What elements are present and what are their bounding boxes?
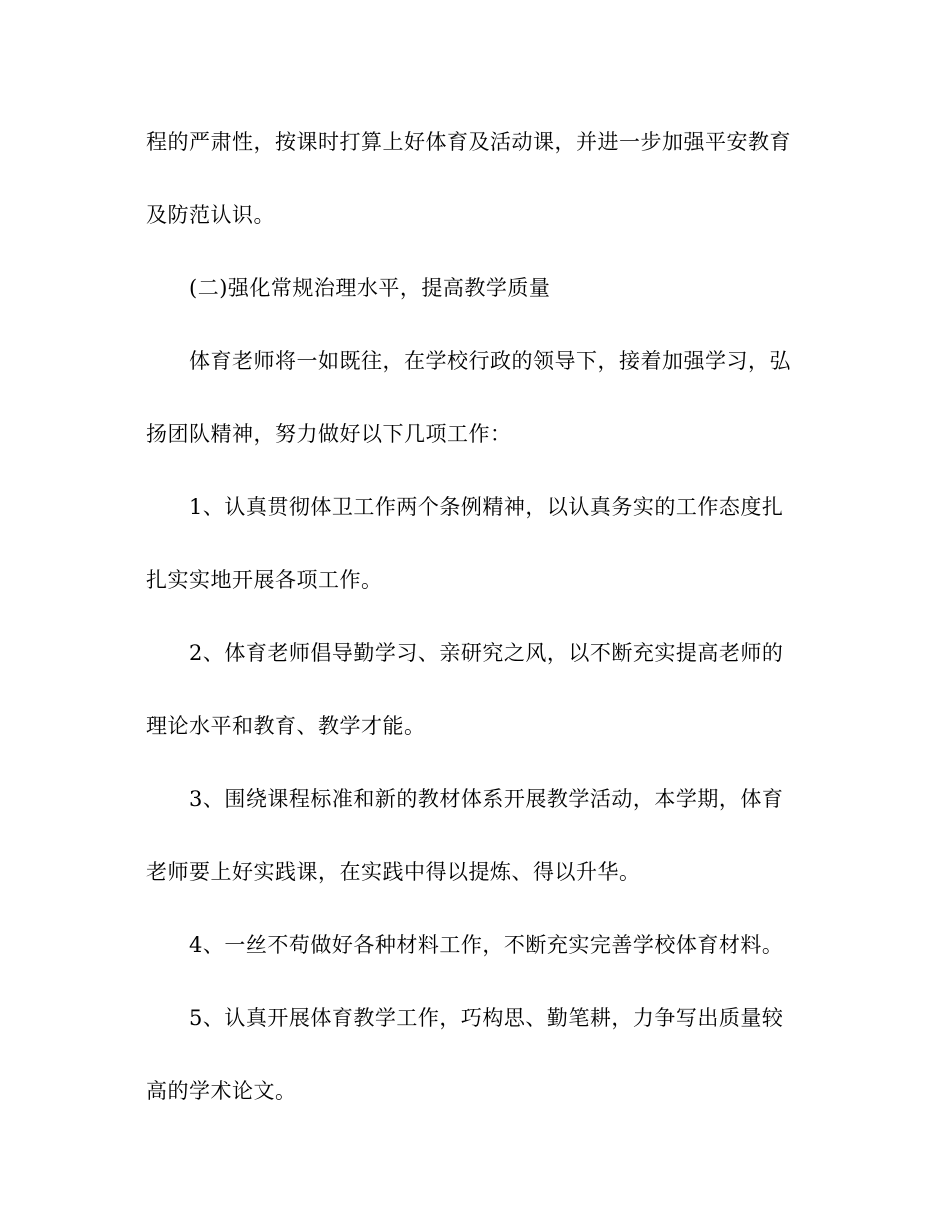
- section-heading: (二)强化常规治理水平，提高教学质量: [189, 276, 551, 300]
- list-item-4-line: 4、一丝不苟做好各种材料工作，不断充实完善学校体育材料。: [189, 933, 784, 957]
- list-item-2-line: 2、体育老师倡导勤学习、亲研究之风，以不断充实提高老师的: [189, 641, 784, 665]
- list-item-2-line: 理论水平和教育、教学才能。: [146, 714, 426, 738]
- paragraph-line: 程的严肃性，按课时打算上好体育及活动课，并进一步加强平安教育: [146, 130, 791, 154]
- paragraph-line: 及防范认识。: [146, 203, 275, 227]
- paragraph-line: 扬团队精神，努力做好以下几项工作：: [146, 422, 512, 446]
- list-item-1-line: 扎实实地开展各项工作。: [146, 568, 383, 592]
- list-item-1-line: 1、认真贯彻体卫工作两个条例精神，以认真务实的工作态度扎: [189, 495, 784, 519]
- paragraph-line: 体育老师将一如既往，在学校行政的领导下，接着加强学习，弘: [189, 349, 791, 373]
- list-item-5-line: 高的学术论文。: [146, 1079, 297, 1103]
- list-item-3-line: 3、围绕课程标准和新的教材体系开展教学活动，本学期，体育: [189, 787, 784, 811]
- list-item-3-line: 老师要上好实践课，在实践中得以提炼、得以升华。: [146, 860, 641, 884]
- list-item-5-line: 5、认真开展体育教学工作，巧构思、勤笔耕，力争写出质量较: [189, 1006, 784, 1030]
